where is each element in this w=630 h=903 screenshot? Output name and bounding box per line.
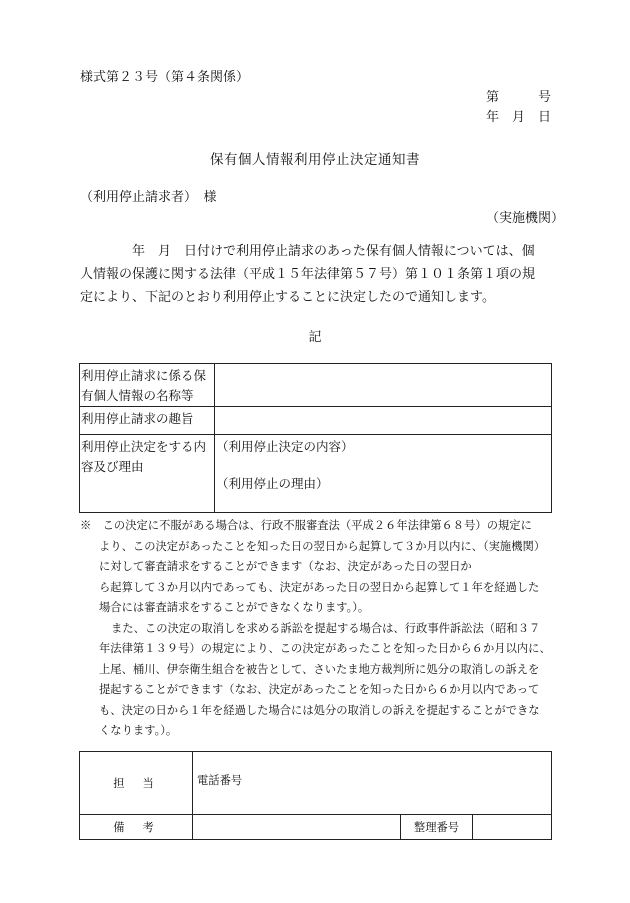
reference-number-label: 整理番号	[401, 815, 473, 840]
document-title: 保有個人情報利用停止決定通知書	[210, 152, 420, 168]
document-number: 第 号	[486, 90, 552, 105]
note-line: 上尾、桶川、伊奈衛生組合を被告として、さいたま地方裁判所に処分の取消しの訴えを	[99, 662, 540, 676]
body-line: 定により、下記のとおり利用停止することに決定したので通知します。	[80, 290, 495, 305]
recipient: （利用停止請求者） 様	[80, 190, 217, 205]
decision-content-label: （利用停止決定の内容）	[216, 439, 354, 454]
label-line: 利用停止請求に係る保	[81, 368, 207, 383]
table-row	[80, 407, 552, 435]
body-line: 人情報の保護に関する法律（平成１５年法律第５７号）第１０１条第１項の規	[80, 267, 536, 282]
request-purpose-value	[215, 407, 552, 435]
ki-heading: 記	[308, 330, 322, 345]
note-line: ら起算して３か月以内であっても、決定があった日の翌日から起算して１年を経過した	[99, 580, 540, 594]
office-use-table	[79, 751, 552, 840]
note-line: 年法律第１３９号）の規定により、この決定があったことを知った日から６か月以内に、	[99, 642, 551, 655]
info-name-value	[215, 364, 552, 407]
table-row	[80, 752, 552, 815]
note-line: 場合には審査請求をすることができなくなります。）。	[99, 601, 370, 614]
note-line: 提起することができます（なお、決定があったことを知った日から６か月以内であって	[99, 683, 540, 696]
table-row	[80, 815, 552, 840]
row-label-info-name	[80, 364, 215, 407]
label-line: 有個人情報の名称等	[81, 388, 194, 403]
label-line: 容及び理由	[81, 459, 144, 474]
phone-number-label: 電話番号	[197, 774, 243, 787]
spacer	[216, 457, 551, 474]
form-number: 様式第２３号（第４条関係）	[80, 70, 250, 85]
label-line: 利用停止決定をする内	[81, 439, 207, 454]
remarks-value	[193, 815, 401, 840]
note-line: ※ この決定に不服がある場合は、行政不服審査法（平成２６年法律第６８号）の規定に	[80, 519, 532, 532]
row-label-request-purpose	[80, 407, 215, 435]
row-label-decision	[80, 435, 215, 513]
note-line: に対して審査請求をすることができます（なお、決定があった日の翌日か	[99, 560, 472, 573]
table-row	[80, 364, 552, 407]
note-line: も、決定の日から１年を経過した場合には処分の取消しの訴えを提起することができな	[99, 703, 540, 717]
table-row	[80, 435, 552, 513]
note-line: より、この決定があったことを知った日の翌日から起算して３か月以内に、（実施機関）	[99, 539, 546, 553]
remarks-label: 備考	[80, 815, 193, 840]
body-line: 年 月 日付けで利用停止請求のあった保有個人情報については、個	[80, 244, 535, 259]
appeal-notes	[80, 516, 555, 742]
issuing-agency: （実施機関）	[486, 211, 565, 226]
decision-table	[79, 363, 552, 513]
decision-reason-label: （利用停止の理由）	[216, 476, 329, 491]
notice-body	[80, 240, 552, 309]
reference-number-value	[473, 815, 552, 840]
note-line: また、この決定の取消しを求める訴訟を提起する場合は、行政事件訴訟法（昭和３７	[111, 621, 541, 635]
phone-number-cell	[193, 752, 552, 815]
decision-value	[215, 435, 552, 513]
document-date: 年 月 日	[486, 110, 552, 125]
person-in-charge-label: 担当	[80, 752, 193, 815]
note-line: くなります。）。	[99, 724, 178, 737]
label-line: 利用停止請求の趣旨	[81, 411, 194, 426]
